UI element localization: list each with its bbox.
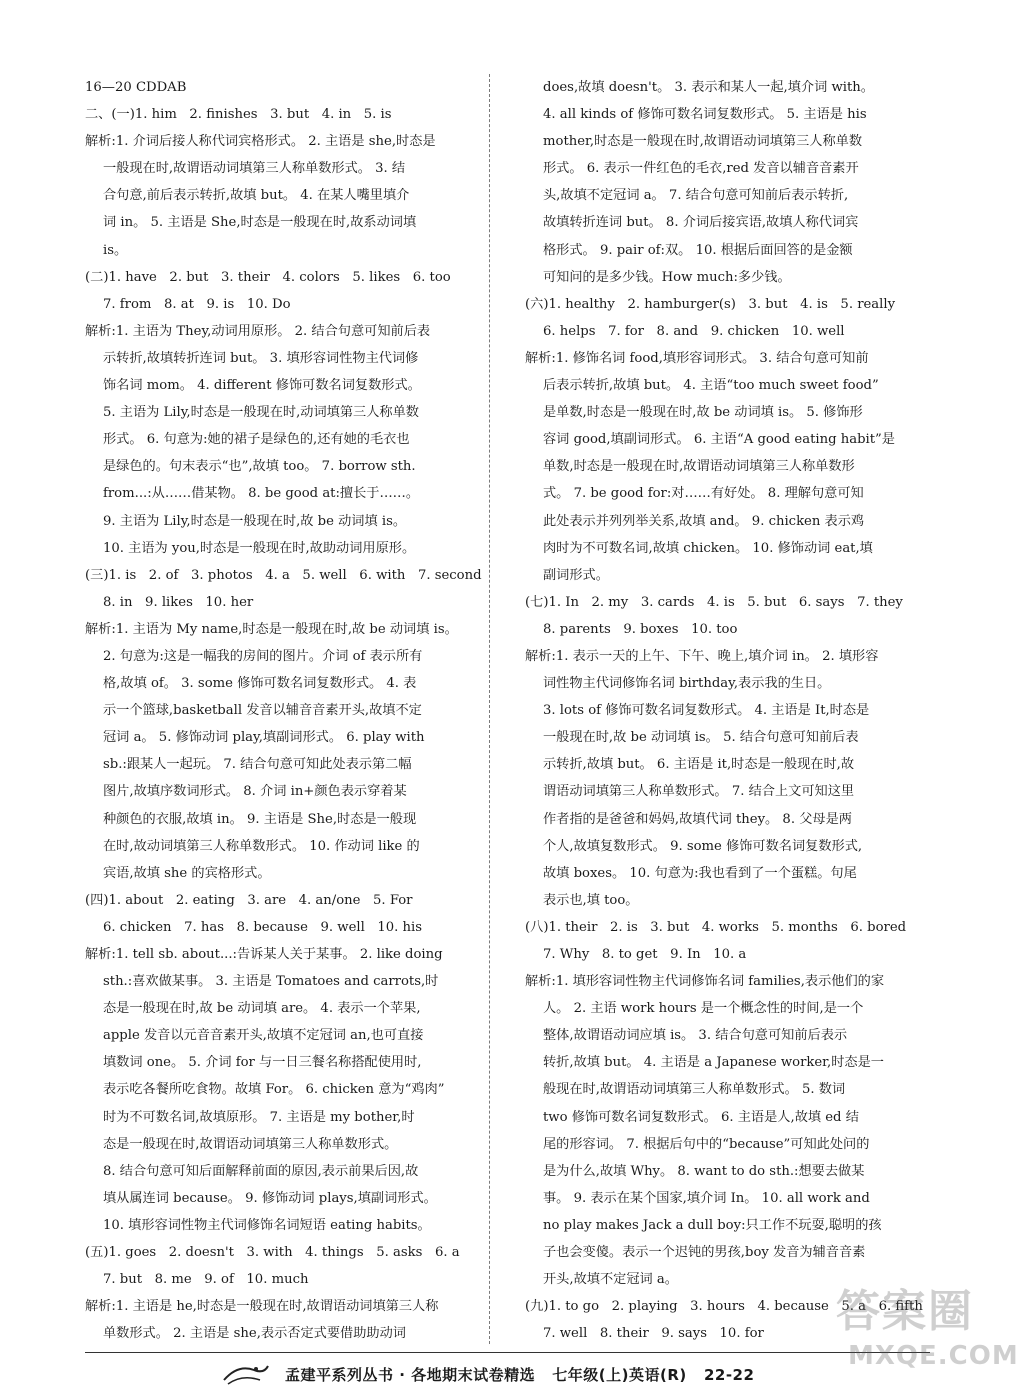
text-line: 后表示转折,故填 but。 4. 主语“too much sweet food”	[543, 378, 879, 394]
text-line: (四)1. about 2. eating 3. are 4. an/one 5. For	[85, 892, 413, 908]
text-line: 是单数,时态是一般现在时,故 be 动词填 is。 5. 修饰形	[543, 405, 863, 421]
watermark-logo-text: 答案圈	[836, 1286, 974, 1337]
text-line: 此处表示并列列举关系,故填 and。 9. chicken 表示鸡	[543, 513, 865, 529]
text-line: 是为什么,故填 Why。 8. want to do sth.:想要去做某	[543, 1163, 865, 1179]
text-line: 整体,故谓语动词应填 is。 3. 结合句意可知前后表示	[543, 1028, 848, 1044]
text-line: 7. from 8. at 9. is 10. Do	[103, 296, 291, 312]
text-line: 10. 填形容词性物主代词修饰名词短语 eating habits。	[103, 1217, 431, 1233]
text-line: 二、(一)1. him 2. finishes 3. but 4. in 5. is	[85, 107, 392, 123]
text-line: 7. well 8. their 9. says 10. for	[543, 1326, 764, 1342]
text-line: 填数词 one。 5. 介词 for 与一日三餐名称搭配使用时,	[103, 1055, 422, 1071]
text-line: (二)1. have 2. but 3. their 4. colors 5. likes 6. too	[85, 269, 451, 285]
text-line: 作者指的是爸爸和妈妈,故填代词 they。 8. 父母是两	[543, 811, 852, 827]
text-line: 饰名词 mom。 4. different 修饰可数名词复数形式。	[103, 378, 421, 394]
text-line: 合句意,前后表示转折,故填 but。 4. 在某人嘴里填介	[103, 188, 410, 204]
text-line: 解析:1. 表示一天的上午、下午、晚上,填介词 in。 2. 填形容	[525, 648, 879, 664]
text-line: 形式。 6. 句意为:她的裙子是绿色的,还有她的毛衣也	[103, 432, 410, 448]
text-line: (六)1. healthy 2. hamburger(s) 3. but 4. is 5. really	[525, 296, 896, 312]
text-line: 解析:1. 主语为 They,动词用原形。 2. 结合句意可知前后表	[85, 323, 431, 339]
text-line: 一般现在时,故 be 动词填 is。 5. 结合句意可知前后表	[543, 730, 859, 746]
text-line: does,故填 doesn't。 3. 表示和某人一起,填介词 with。	[543, 80, 874, 95]
text-line: 是绿色的。句末表示“也”,故填 too。 7. borrow sth.	[103, 459, 416, 475]
left-column	[85, 74, 505, 1347]
text-line: 解析:1. 修饰名词 food,填形容词形式。 3. 结合句意可知前	[525, 350, 869, 366]
text-line: two 修饰可数名词复数形式。 6. 主语是人,故填 ed 结	[543, 1109, 859, 1125]
text-line: is。	[103, 242, 128, 258]
text-line: 开头,故填不定冠词 a。	[543, 1272, 678, 1288]
text-line: 谓语动词填第三人称单数形式。 7. 结合上文可知这里	[543, 784, 855, 800]
text-line: 8. in 9. likes 10. her	[103, 594, 254, 610]
watermark-url: MXQE.COM	[848, 1341, 1019, 1371]
text-line: 单数形式。 2. 主语是 she,表示否定式要借助助动词	[103, 1326, 406, 1342]
text-line: 解析:1. 主语为 My name,时态是一般现在时,故 be 动词填 is。	[85, 621, 458, 637]
text-line: 形式。 6. 表示一件红色的毛衣,red 发音以辅音音素开	[543, 161, 859, 177]
text-line: 格,故填 of。 3. some 修饰可数名词复数形式。 4. 表	[103, 676, 417, 692]
series-logo-icon	[220, 1360, 272, 1388]
text-line: 10. 主语为 you,时态是一般现在时,故助动词用原形。	[103, 540, 416, 556]
text-line: from...:从……借某物。 8. be good at:擅长于……。	[103, 486, 420, 502]
text-line: 3. lots of 修饰可数名词复数形式。 4. 主语是 It,时态是	[543, 703, 870, 719]
text-line: 肉时为不可数名词,故填 chicken。 10. 修饰动词 eat,填	[543, 540, 873, 556]
text-line: 表示也,填 too。	[543, 892, 639, 908]
text-line: 8. 结合句意可知后面解释前面的原因,表示前果后因,故	[103, 1163, 419, 1179]
text-line: 时为不可数名词,故填原形。 7. 主语是 my bother,时	[103, 1109, 415, 1125]
text-line: 示转折,故填转折连词 but。 3. 填形容词性物主代词修	[103, 350, 419, 366]
text-line: 态是一般现在时,故 be 动词填 are。 4. 表示一个苹果,	[103, 1001, 421, 1017]
text-line: 5. 主语为 Lily,时态是一般现在时,动词填第三人称单数	[103, 405, 419, 421]
text-line: 一般现在时,故谓语动词填第三人称单数形式。 3. 结	[103, 161, 406, 177]
text-line: 7. Why 8. to get 9. In 10. a	[543, 947, 747, 962]
text-line: 4. all kinds of 修饰可数名词复数形式。 5. 主语是 his	[543, 107, 867, 123]
text-line: 可知问的是多少钱。How much:多少钱。	[543, 269, 791, 285]
text-line: 事。 9. 表示在某个国家,填介词 In。 10. all work and	[543, 1190, 870, 1206]
text-line: 个人,故填复数形式。 9. some 修饰可数名词复数形式,	[543, 838, 863, 854]
text-line: 人。 2. 主语 work hours 是一个概念性的时间,是一个	[543, 1001, 864, 1017]
text-line: (五)1. goes 2. doesn't 3. with 4. things 5. asks 6. a	[85, 1245, 460, 1261]
text-line: 解析:1. 主语是 he,时态是一般现在时,故谓语动词填第三人称	[85, 1299, 439, 1315]
text-line: 示转折,故填 but。 6. 主语是 it,时态是一般现在时,故	[543, 757, 855, 773]
text-line: 2. 句意为:这是一幅我的房间的图片。介词 of 表示所有	[103, 648, 423, 664]
text-line: 尾的形容词。 7. 根据后句中的“because”可知此处问的	[543, 1136, 870, 1152]
text-line: 式。 7. be good for:对……有好处。 8. 理解句意可知	[543, 486, 864, 502]
text-line: (八)1. their 2. is 3. but 4. works 5. months 6. bored	[525, 919, 907, 935]
footer-text: 孟建平系列丛书 · 各地期末试卷精选 七年级(上)英语(R) 22-22	[285, 1366, 755, 1384]
text-line: 副词形式。	[543, 567, 609, 583]
column-divider	[489, 74, 490, 1344]
text-line: 填从属连词 because。 9. 修饰动词 plays,填副词形式。	[103, 1190, 437, 1206]
text-line: 解析:1. 填形容词性物主代词修饰名词 families,表示他们的家	[525, 974, 885, 990]
text-line: 在时,故动词填第三人称单数形式。 10. 作动词 like 的	[103, 838, 420, 854]
text-line: (三)1. is 2. of 3. photos 4. a 5. well 6. with 7. second	[85, 567, 482, 583]
text-line: 般现在时,故谓语动词填第三人称单数形式。 5. 数词	[543, 1082, 846, 1098]
text-line: 解析:1. tell sb. about...:告诉某人关于某事。 2. like doing	[85, 947, 443, 962]
text-line: mother,时态是一般现在时,故谓语动词填第三人称单数	[543, 134, 863, 150]
right-column	[525, 74, 945, 1347]
text-line: 冠词 a。 5. 修饰动词 play,填副词形式。 6. play with	[103, 730, 425, 746]
text-line: 9. 主语为 Lily,时态是一般现在时,故 be 动词填 is。	[103, 513, 407, 529]
text-line: 8. parents 9. boxes 10. too	[543, 621, 738, 637]
text-line: 词性物主代词修饰名词 birthday,表示我的生日。	[543, 676, 831, 692]
text-line: 6. chicken 7. has 8. because 9. well 10. his	[103, 919, 423, 935]
text-line: 故填转折连词 but。 8. 介词后接宾语,故填人称代词宾	[543, 215, 859, 231]
text-line: apple 发音以元音音素开头,故填不定冠词 an,也可直接	[103, 1028, 424, 1044]
watermark	[830, 1275, 1019, 1385]
text-line: no play makes Jack a dull boy:只工作不玩耍,聪明的孩	[543, 1217, 882, 1233]
text-line: 转折,故填 but。 4. 主语是 a Japanese worker,时态是一	[543, 1055, 884, 1071]
text-line: 头,故填不定冠词 a。 7. 结合句意可知前后表示转折,	[543, 188, 849, 204]
footer-rule	[85, 1352, 930, 1353]
text-line: 示一个篮球,basketball 发音以辅音音素开头,故填不定	[103, 703, 422, 719]
text-line: 格形式。 9. pair of:双。 10. 根据后面回答的是金额	[543, 242, 853, 258]
text-line: 解析:1. 介词后接人称代词宾格形式。 2. 主语是 she,时态是	[85, 134, 436, 150]
text-line: 7. but 8. me 9. of 10. much	[103, 1272, 309, 1288]
text-line: 容词 good,填副词形式。 6. 主语“A good eating habit”是	[543, 432, 895, 448]
text-line: 单数,时态是一般现在时,故谓语动词填第三人称单数形	[543, 459, 855, 475]
text-line: 16—20 CDDAB	[85, 80, 187, 95]
text-line: 故填 boxes。 10. 句意为:我也看到了一个蛋糕。句尾	[543, 865, 857, 881]
text-line: 子也会变傻。表示一个迟钝的男孩,boy 发音为辅音音素	[543, 1245, 866, 1261]
text-line: (九)1. to go 2. playing 3. hours 4. because 5. a 6. fifth	[525, 1299, 923, 1315]
text-line: 宾语,故填 she 的宾格形式。	[103, 865, 271, 881]
text-line: 词 in。 5. 主语是 She,时态是一般现在时,故系动词填	[103, 215, 417, 231]
text-line: sth.:喜欢做某事。 3. 主语是 Tomatoes and carrots,时	[103, 974, 439, 990]
text-line: 种颜色的衣服,故填 in。 9. 主语是 She,时态是一般现	[103, 811, 417, 827]
text-line: sb.:跟某人一起玩。 7. 结合句意可知此处表示第二幅	[103, 757, 412, 773]
text-line: 图片,故填序数词形式。 8. 介词 in+颜色表示穿着某	[103, 784, 407, 800]
text-line: (七)1. In 2. my 3. cards 4. is 5. but 6. says 7. they	[525, 594, 903, 610]
text-line: 表示吃各餐所吃食物。故填 For。 6. chicken 意为“鸡肉”	[103, 1082, 445, 1098]
text-line: 6. helps 7. for 8. and 9. chicken 10. well	[543, 323, 845, 339]
text-line: 态是一般现在时,故谓语动词填第三人称单数形式。	[103, 1136, 398, 1152]
